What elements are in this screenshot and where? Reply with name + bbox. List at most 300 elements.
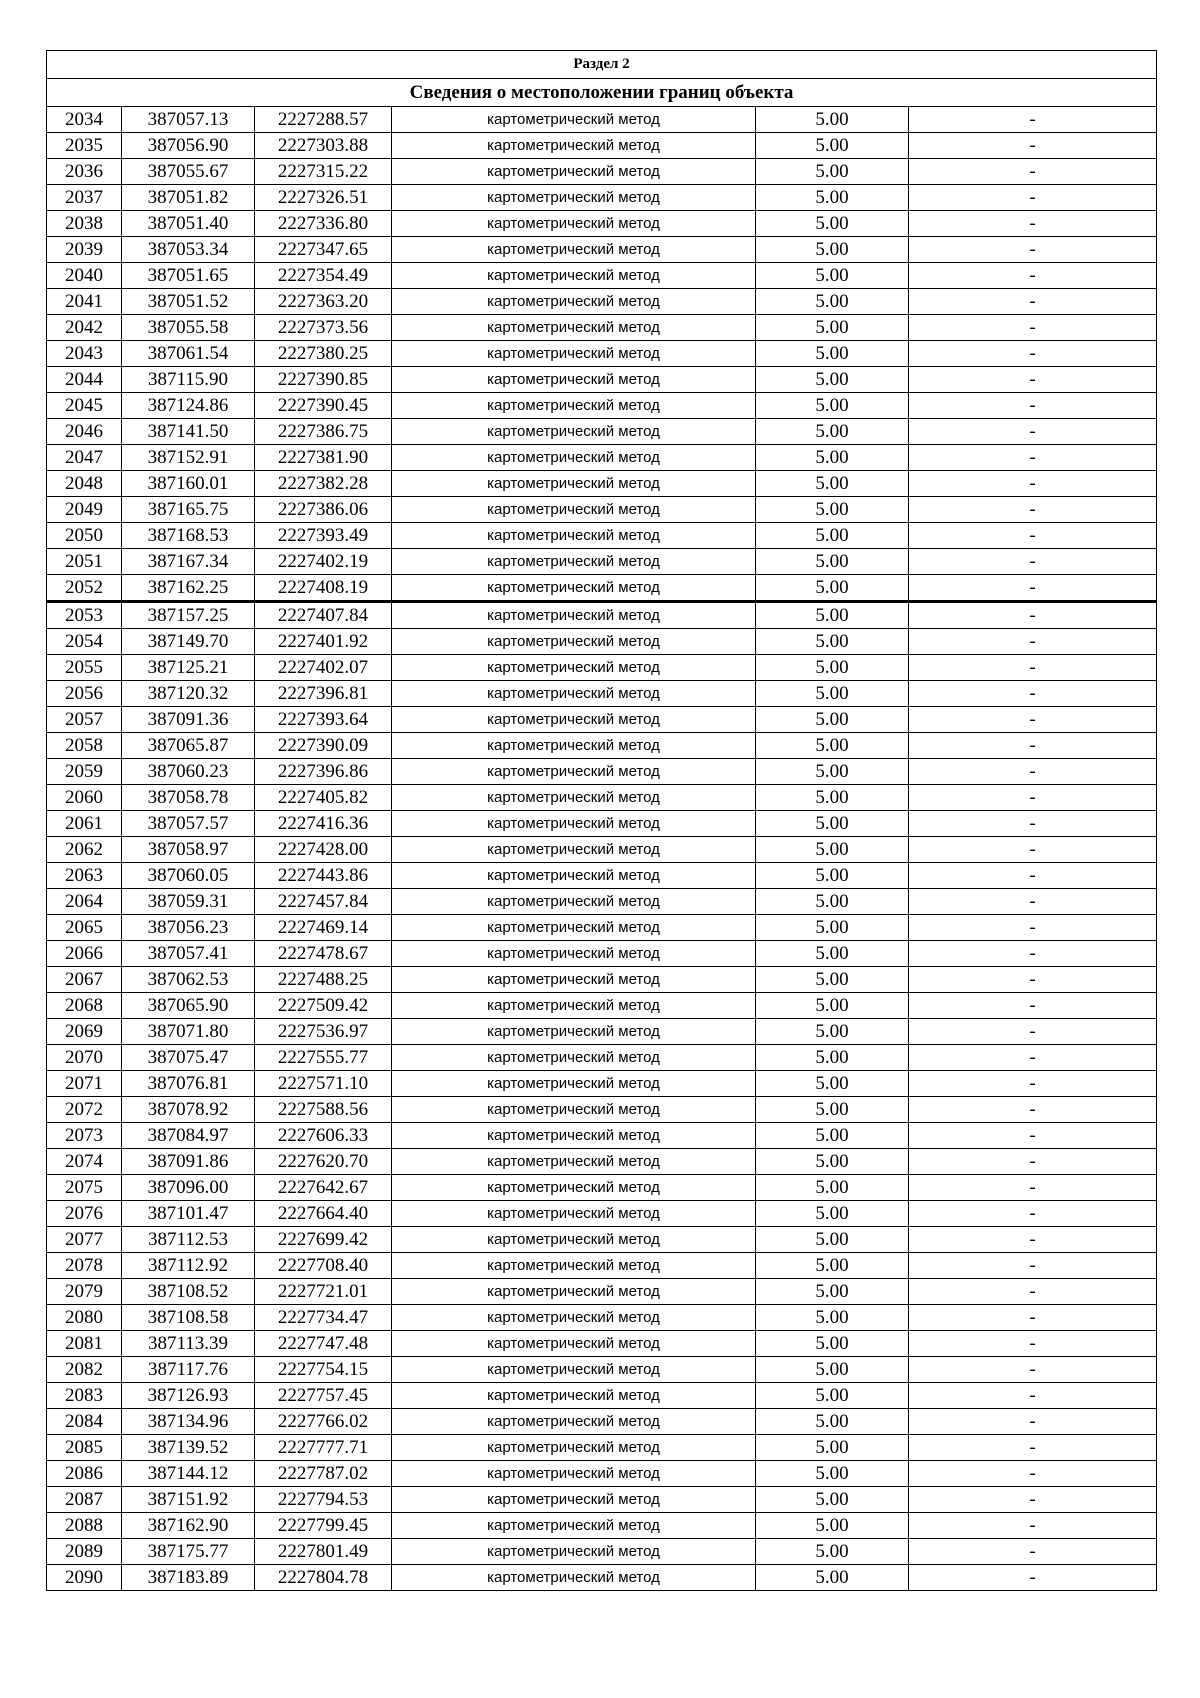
y-coordinate-cell: 2227393.64 xyxy=(255,707,392,733)
description-cell: - xyxy=(909,393,1157,419)
method-cell: картометрический метод xyxy=(392,471,756,497)
method-cell: картометрический метод xyxy=(392,1305,756,1331)
description-cell: - xyxy=(909,967,1157,993)
accuracy-cell: 5.00 xyxy=(756,341,909,367)
description-cell: - xyxy=(909,1279,1157,1305)
x-coordinate-cell: 387152.91 xyxy=(122,445,255,471)
method-cell: картометрический метод xyxy=(392,1019,756,1045)
method-cell: картометрический метод xyxy=(392,967,756,993)
method-cell: картометрический метод xyxy=(392,549,756,575)
accuracy-cell: 5.00 xyxy=(756,602,909,629)
y-coordinate-cell: 2227390.09 xyxy=(255,733,392,759)
method-cell: картометрический метод xyxy=(392,1539,756,1565)
table-row xyxy=(47,1565,1157,1591)
point-number-cell: 2060 xyxy=(47,785,122,811)
y-coordinate-cell: 2227386.75 xyxy=(255,419,392,445)
description-cell: - xyxy=(909,107,1157,133)
x-coordinate-cell: 387120.32 xyxy=(122,681,255,707)
x-coordinate-cell: 387078.92 xyxy=(122,1097,255,1123)
table-row xyxy=(47,1253,1157,1279)
table-row xyxy=(47,289,1157,315)
method-cell: картометрический метод xyxy=(392,1227,756,1253)
accuracy-cell: 5.00 xyxy=(756,1513,909,1539)
point-number-cell: 2078 xyxy=(47,1253,122,1279)
y-coordinate-cell: 2227380.25 xyxy=(255,341,392,367)
accuracy-cell: 5.00 xyxy=(756,1409,909,1435)
method-cell: картометрический метод xyxy=(392,837,756,863)
point-number-cell: 2075 xyxy=(47,1175,122,1201)
table-row xyxy=(47,575,1157,602)
method-cell: картометрический метод xyxy=(392,1331,756,1357)
point-number-cell: 2082 xyxy=(47,1357,122,1383)
description-cell: - xyxy=(909,1149,1157,1175)
accuracy-cell: 5.00 xyxy=(756,1305,909,1331)
description-cell: - xyxy=(909,497,1157,523)
accuracy-cell: 5.00 xyxy=(756,915,909,941)
table-row xyxy=(47,159,1157,185)
point-number-cell: 2050 xyxy=(47,523,122,549)
method-cell: картометрический метод xyxy=(392,1513,756,1539)
y-coordinate-cell: 2227373.56 xyxy=(255,315,392,341)
accuracy-cell: 5.00 xyxy=(756,1331,909,1357)
table-row xyxy=(47,1305,1157,1331)
y-coordinate-cell: 2227469.14 xyxy=(255,915,392,941)
table-body xyxy=(47,107,1157,1591)
description-cell: - xyxy=(909,889,1157,915)
point-number-cell: 2051 xyxy=(47,549,122,575)
table-row xyxy=(47,681,1157,707)
x-coordinate-cell: 387065.87 xyxy=(122,733,255,759)
description-cell: - xyxy=(909,1513,1157,1539)
method-cell: картометрический метод xyxy=(392,1149,756,1175)
method-cell: картометрический метод xyxy=(392,289,756,315)
description-cell: - xyxy=(909,1097,1157,1123)
y-coordinate-cell: 2227315.22 xyxy=(255,159,392,185)
point-number-cell: 2056 xyxy=(47,681,122,707)
accuracy-cell: 5.00 xyxy=(756,1123,909,1149)
method-cell: картометрический метод xyxy=(392,759,756,785)
accuracy-cell: 5.00 xyxy=(756,785,909,811)
method-cell: картометрический метод xyxy=(392,575,756,602)
y-coordinate-cell: 2227390.85 xyxy=(255,367,392,393)
method-cell: картометрический метод xyxy=(392,211,756,237)
description-cell: - xyxy=(909,629,1157,655)
x-coordinate-cell: 387056.90 xyxy=(122,133,255,159)
description-cell: - xyxy=(909,1357,1157,1383)
x-coordinate-cell: 387162.90 xyxy=(122,1513,255,1539)
x-coordinate-cell: 387115.90 xyxy=(122,367,255,393)
point-number-cell: 2086 xyxy=(47,1461,122,1487)
table-row xyxy=(47,315,1157,341)
point-number-cell: 2053 xyxy=(47,602,122,629)
accuracy-cell: 5.00 xyxy=(756,1383,909,1409)
x-coordinate-cell: 387151.92 xyxy=(122,1487,255,1513)
method-cell: картометрический метод xyxy=(392,419,756,445)
point-number-cell: 2042 xyxy=(47,315,122,341)
accuracy-cell: 5.00 xyxy=(756,1565,909,1591)
point-number-cell: 2074 xyxy=(47,1149,122,1175)
description-cell: - xyxy=(909,681,1157,707)
method-cell: картометрический метод xyxy=(392,341,756,367)
y-coordinate-cell: 2227428.00 xyxy=(255,837,392,863)
description-cell: - xyxy=(909,759,1157,785)
x-coordinate-cell: 387076.81 xyxy=(122,1071,255,1097)
method-cell: картометрический метод xyxy=(392,1097,756,1123)
accuracy-cell: 5.00 xyxy=(756,211,909,237)
method-cell: картометрический метод xyxy=(392,1487,756,1513)
point-number-cell: 2049 xyxy=(47,497,122,523)
method-cell: картометрический метод xyxy=(392,237,756,263)
description-cell: - xyxy=(909,915,1157,941)
boundary-coordinates-table xyxy=(46,50,1157,1591)
accuracy-cell: 5.00 xyxy=(756,1227,909,1253)
accuracy-cell: 5.00 xyxy=(756,1201,909,1227)
x-coordinate-cell: 387149.70 xyxy=(122,629,255,655)
table-row xyxy=(47,367,1157,393)
table-row xyxy=(47,1513,1157,1539)
accuracy-cell: 5.00 xyxy=(756,1097,909,1123)
x-coordinate-cell: 387183.89 xyxy=(122,1565,255,1591)
x-coordinate-cell: 387165.75 xyxy=(122,497,255,523)
x-coordinate-cell: 387084.97 xyxy=(122,1123,255,1149)
point-number-cell: 2084 xyxy=(47,1409,122,1435)
accuracy-cell: 5.00 xyxy=(756,811,909,837)
description-cell: - xyxy=(909,237,1157,263)
table-row xyxy=(47,549,1157,575)
y-coordinate-cell: 2227390.45 xyxy=(255,393,392,419)
table-row xyxy=(47,1071,1157,1097)
point-number-cell: 2088 xyxy=(47,1513,122,1539)
point-number-cell: 2077 xyxy=(47,1227,122,1253)
point-number-cell: 2038 xyxy=(47,211,122,237)
table-row xyxy=(47,1539,1157,1565)
description-cell: - xyxy=(909,549,1157,575)
x-coordinate-cell: 387126.93 xyxy=(122,1383,255,1409)
point-number-cell: 2039 xyxy=(47,237,122,263)
x-coordinate-cell: 387060.05 xyxy=(122,863,255,889)
description-cell: - xyxy=(909,289,1157,315)
accuracy-cell: 5.00 xyxy=(756,889,909,915)
method-cell: картометрический метод xyxy=(392,629,756,655)
accuracy-cell: 5.00 xyxy=(756,1149,909,1175)
method-cell: картометрический метод xyxy=(392,445,756,471)
accuracy-cell: 5.00 xyxy=(756,107,909,133)
y-coordinate-cell: 2227303.88 xyxy=(255,133,392,159)
description-cell: - xyxy=(909,341,1157,367)
y-coordinate-cell: 2227402.07 xyxy=(255,655,392,681)
table-row xyxy=(47,602,1157,629)
point-number-cell: 2052 xyxy=(47,575,122,602)
description-cell: - xyxy=(909,1201,1157,1227)
description-cell: - xyxy=(909,523,1157,549)
method-cell: картометрический метод xyxy=(392,523,756,549)
y-coordinate-cell: 2227457.84 xyxy=(255,889,392,915)
accuracy-cell: 5.00 xyxy=(756,993,909,1019)
y-coordinate-cell: 2227402.19 xyxy=(255,549,392,575)
x-coordinate-cell: 387168.53 xyxy=(122,523,255,549)
table-row xyxy=(47,1123,1157,1149)
point-number-cell: 2034 xyxy=(47,107,122,133)
method-cell: картометрический метод xyxy=(392,993,756,1019)
table-row xyxy=(47,759,1157,785)
y-coordinate-cell: 2227801.49 xyxy=(255,1539,392,1565)
y-coordinate-cell: 2227747.48 xyxy=(255,1331,392,1357)
y-coordinate-cell: 2227606.33 xyxy=(255,1123,392,1149)
table-row xyxy=(47,133,1157,159)
description-cell: - xyxy=(909,1175,1157,1201)
point-number-cell: 2076 xyxy=(47,1201,122,1227)
accuracy-cell: 5.00 xyxy=(756,759,909,785)
method-cell: картометрический метод xyxy=(392,1383,756,1409)
method-cell: картометрический метод xyxy=(392,1461,756,1487)
accuracy-cell: 5.00 xyxy=(756,289,909,315)
description-cell: - xyxy=(909,1045,1157,1071)
table-row xyxy=(47,419,1157,445)
method-cell: картометрический метод xyxy=(392,655,756,681)
description-cell: - xyxy=(909,707,1157,733)
x-coordinate-cell: 387056.23 xyxy=(122,915,255,941)
x-coordinate-cell: 387051.52 xyxy=(122,289,255,315)
table-row xyxy=(47,967,1157,993)
accuracy-cell: 5.00 xyxy=(756,185,909,211)
accuracy-cell: 5.00 xyxy=(756,1539,909,1565)
method-cell: картометрический метод xyxy=(392,367,756,393)
y-coordinate-cell: 2227347.65 xyxy=(255,237,392,263)
x-coordinate-cell: 387108.52 xyxy=(122,1279,255,1305)
description-cell: - xyxy=(909,785,1157,811)
accuracy-cell: 5.00 xyxy=(756,1357,909,1383)
y-coordinate-cell: 2227488.25 xyxy=(255,967,392,993)
y-coordinate-cell: 2227478.67 xyxy=(255,941,392,967)
method-cell: картометрический метод xyxy=(392,497,756,523)
x-coordinate-cell: 387055.58 xyxy=(122,315,255,341)
x-coordinate-cell: 387061.54 xyxy=(122,341,255,367)
accuracy-cell: 5.00 xyxy=(756,681,909,707)
x-coordinate-cell: 387051.40 xyxy=(122,211,255,237)
description-cell: - xyxy=(909,602,1157,629)
description-cell: - xyxy=(909,1565,1157,1591)
accuracy-cell: 5.00 xyxy=(756,419,909,445)
method-cell: картометрический метод xyxy=(392,315,756,341)
description-cell: - xyxy=(909,811,1157,837)
y-coordinate-cell: 2227757.45 xyxy=(255,1383,392,1409)
y-coordinate-cell: 2227571.10 xyxy=(255,1071,392,1097)
accuracy-cell: 5.00 xyxy=(756,237,909,263)
x-coordinate-cell: 387112.92 xyxy=(122,1253,255,1279)
table-row xyxy=(47,811,1157,837)
description-cell: - xyxy=(909,1019,1157,1045)
table-row xyxy=(47,1097,1157,1123)
y-coordinate-cell: 2227734.47 xyxy=(255,1305,392,1331)
description-cell: - xyxy=(909,185,1157,211)
point-number-cell: 2062 xyxy=(47,837,122,863)
method-cell: картометрический метод xyxy=(392,1175,756,1201)
table-row xyxy=(47,497,1157,523)
table-row xyxy=(47,1201,1157,1227)
point-number-cell: 2045 xyxy=(47,393,122,419)
x-coordinate-cell: 387051.65 xyxy=(122,263,255,289)
y-coordinate-cell: 2227664.40 xyxy=(255,1201,392,1227)
description-cell: - xyxy=(909,263,1157,289)
accuracy-cell: 5.00 xyxy=(756,1175,909,1201)
description-cell: - xyxy=(909,863,1157,889)
table-row xyxy=(47,1175,1157,1201)
description-cell: - xyxy=(909,837,1157,863)
method-cell: картометрический метод xyxy=(392,889,756,915)
point-number-cell: 2067 xyxy=(47,967,122,993)
description-cell: - xyxy=(909,1487,1157,1513)
x-coordinate-cell: 387062.53 xyxy=(122,967,255,993)
point-number-cell: 2080 xyxy=(47,1305,122,1331)
point-number-cell: 2085 xyxy=(47,1435,122,1461)
x-coordinate-cell: 387117.76 xyxy=(122,1357,255,1383)
y-coordinate-cell: 2227804.78 xyxy=(255,1565,392,1591)
accuracy-cell: 5.00 xyxy=(756,941,909,967)
point-number-cell: 2081 xyxy=(47,1331,122,1357)
point-number-cell: 2044 xyxy=(47,367,122,393)
point-number-cell: 2065 xyxy=(47,915,122,941)
point-number-cell: 2073 xyxy=(47,1123,122,1149)
table-row xyxy=(47,1331,1157,1357)
accuracy-cell: 5.00 xyxy=(756,159,909,185)
accuracy-cell: 5.00 xyxy=(756,315,909,341)
point-number-cell: 2090 xyxy=(47,1565,122,1591)
accuracy-cell: 5.00 xyxy=(756,367,909,393)
point-number-cell: 2079 xyxy=(47,1279,122,1305)
table-row xyxy=(47,263,1157,289)
y-coordinate-cell: 2227509.42 xyxy=(255,993,392,1019)
y-coordinate-cell: 2227721.01 xyxy=(255,1279,392,1305)
x-coordinate-cell: 387058.97 xyxy=(122,837,255,863)
description-cell: - xyxy=(909,1253,1157,1279)
method-cell: картометрический метод xyxy=(392,785,756,811)
point-number-cell: 2061 xyxy=(47,811,122,837)
y-coordinate-cell: 2227386.06 xyxy=(255,497,392,523)
y-coordinate-cell: 2227405.82 xyxy=(255,785,392,811)
description-cell: - xyxy=(909,445,1157,471)
x-coordinate-cell: 387057.57 xyxy=(122,811,255,837)
table-row xyxy=(47,915,1157,941)
accuracy-cell: 5.00 xyxy=(756,263,909,289)
accuracy-cell: 5.00 xyxy=(756,655,909,681)
table-row xyxy=(47,655,1157,681)
table-row xyxy=(47,1357,1157,1383)
point-number-cell: 2058 xyxy=(47,733,122,759)
x-coordinate-cell: 387141.50 xyxy=(122,419,255,445)
table-row xyxy=(47,445,1157,471)
accuracy-cell: 5.00 xyxy=(756,733,909,759)
accuracy-cell: 5.00 xyxy=(756,1461,909,1487)
x-coordinate-cell: 387162.25 xyxy=(122,575,255,602)
point-number-cell: 2055 xyxy=(47,655,122,681)
description-cell: - xyxy=(909,159,1157,185)
x-coordinate-cell: 387160.01 xyxy=(122,471,255,497)
y-coordinate-cell: 2227794.53 xyxy=(255,1487,392,1513)
table-row xyxy=(47,185,1157,211)
y-coordinate-cell: 2227588.56 xyxy=(255,1097,392,1123)
y-coordinate-cell: 2227354.49 xyxy=(255,263,392,289)
table-title: Сведения о местоположении границ объекта xyxy=(47,79,1157,107)
method-cell: картометрический метод xyxy=(392,811,756,837)
table-row xyxy=(47,1383,1157,1409)
x-coordinate-cell: 387125.21 xyxy=(122,655,255,681)
table-row xyxy=(47,107,1157,133)
table-row xyxy=(47,471,1157,497)
method-cell: картометрический метод xyxy=(392,602,756,629)
y-coordinate-cell: 2227754.15 xyxy=(255,1357,392,1383)
accuracy-cell: 5.00 xyxy=(756,133,909,159)
method-cell: картометрический метод xyxy=(392,107,756,133)
method-cell: картометрический метод xyxy=(392,1357,756,1383)
table-row xyxy=(47,1409,1157,1435)
description-cell: - xyxy=(909,1383,1157,1409)
section-header-row xyxy=(47,51,1157,79)
x-coordinate-cell: 387113.39 xyxy=(122,1331,255,1357)
table-row xyxy=(47,993,1157,1019)
method-cell: картометрический метод xyxy=(392,863,756,889)
x-coordinate-cell: 387139.52 xyxy=(122,1435,255,1461)
point-number-cell: 2089 xyxy=(47,1539,122,1565)
description-cell: - xyxy=(909,367,1157,393)
y-coordinate-cell: 2227777.71 xyxy=(255,1435,392,1461)
y-coordinate-cell: 2227381.90 xyxy=(255,445,392,471)
x-coordinate-cell: 387091.86 xyxy=(122,1149,255,1175)
x-coordinate-cell: 387053.34 xyxy=(122,237,255,263)
section-label: Раздел 2 xyxy=(47,51,1157,79)
x-coordinate-cell: 387101.47 xyxy=(122,1201,255,1227)
x-coordinate-cell: 387144.12 xyxy=(122,1461,255,1487)
point-number-cell: 2057 xyxy=(47,707,122,733)
table-row xyxy=(47,1279,1157,1305)
table-row xyxy=(47,341,1157,367)
accuracy-cell: 5.00 xyxy=(756,549,909,575)
x-coordinate-cell: 387057.13 xyxy=(122,107,255,133)
table-row xyxy=(47,1227,1157,1253)
table-row xyxy=(47,211,1157,237)
y-coordinate-cell: 2227326.51 xyxy=(255,185,392,211)
y-coordinate-cell: 2227555.77 xyxy=(255,1045,392,1071)
accuracy-cell: 5.00 xyxy=(756,497,909,523)
point-number-cell: 2048 xyxy=(47,471,122,497)
point-number-cell: 2066 xyxy=(47,941,122,967)
accuracy-cell: 5.00 xyxy=(756,967,909,993)
x-coordinate-cell: 387051.82 xyxy=(122,185,255,211)
y-coordinate-cell: 2227396.86 xyxy=(255,759,392,785)
x-coordinate-cell: 387108.58 xyxy=(122,1305,255,1331)
point-number-cell: 2070 xyxy=(47,1045,122,1071)
y-coordinate-cell: 2227396.81 xyxy=(255,681,392,707)
table-row xyxy=(47,785,1157,811)
y-coordinate-cell: 2227416.36 xyxy=(255,811,392,837)
description-cell: - xyxy=(909,1409,1157,1435)
x-coordinate-cell: 387055.67 xyxy=(122,159,255,185)
table-row xyxy=(47,1435,1157,1461)
method-cell: картометрический метод xyxy=(392,1123,756,1149)
description-cell: - xyxy=(909,419,1157,445)
description-cell: - xyxy=(909,1227,1157,1253)
y-coordinate-cell: 2227363.20 xyxy=(255,289,392,315)
accuracy-cell: 5.00 xyxy=(756,523,909,549)
description-cell: - xyxy=(909,993,1157,1019)
x-coordinate-cell: 387091.36 xyxy=(122,707,255,733)
table-row xyxy=(47,629,1157,655)
point-number-cell: 2043 xyxy=(47,341,122,367)
method-cell: картометрический метод xyxy=(392,1409,756,1435)
point-number-cell: 2064 xyxy=(47,889,122,915)
x-coordinate-cell: 387060.23 xyxy=(122,759,255,785)
accuracy-cell: 5.00 xyxy=(756,863,909,889)
accuracy-cell: 5.00 xyxy=(756,445,909,471)
